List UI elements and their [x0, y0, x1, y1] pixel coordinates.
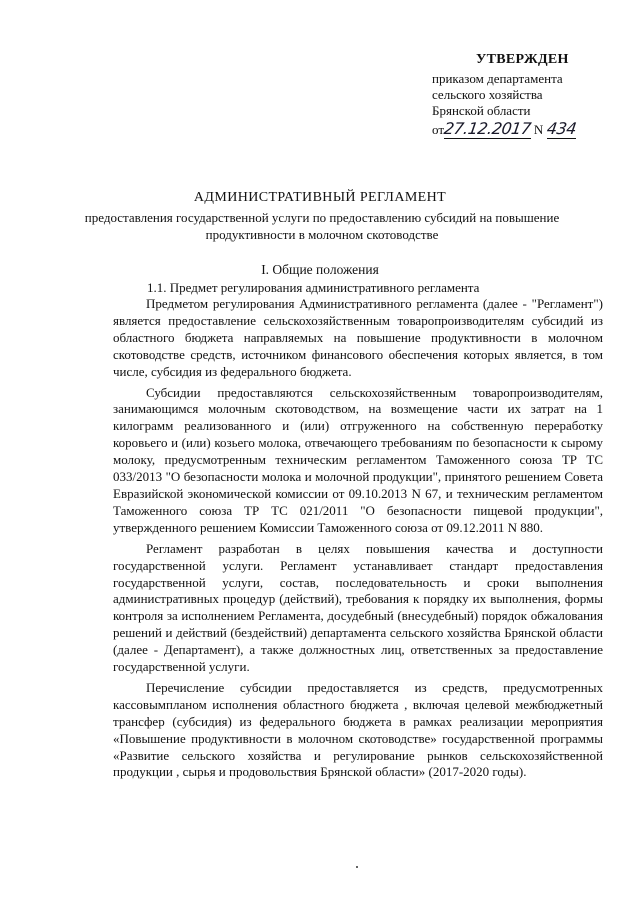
subsection-heading: 1.1. Предмет регулирования административного регламента: [147, 280, 480, 295]
number-prefix: N: [533, 122, 544, 137]
body-text: [113, 296, 603, 785]
document-title: АДМИНИСТРАТИВНЫЙ РЕГЛАМЕНТ: [193, 190, 447, 205]
approval-block: [432, 52, 622, 141]
approval-title: УТВЕРЖДЕН: [476, 52, 569, 67]
paragraph: Перечисление субсидии предоставляется из средств, предусмотренных кассовымпланом исполнения областного бюджета , включая целевой межбюджетный трансфер (субсидия) из федерального бюджета в рамках реализации мероприятия «Повышение продуктивности в молочном скотоводстве» государственной программы «Развитие сельского хозяйства и регулирование рынков сельскохозяйственной продукции , сырья и продовольствия Брянской области» (2017-2020 годы).: [113, 679, 603, 780]
paragraph: Регламент разработан в целях повышения качества и доступности государственной услуги. Регламент устанавливает стандарт предоставления государственной услуги, состав, последовательность и сроки выполнения административных процедур (действий), требования к порядку их выполнения, формы контроля за исполнением Регламента, досудебный (внесудебный) порядок обжалования решений и действий (бездействий) департамента сельского хозяйства Брянской области (далее - Департамент), а также должностных лиц, ответственных за предоставление государственной услуги.: [113, 540, 603, 675]
section-heading: I. Общие положения: [261, 262, 379, 277]
date-underline: [444, 121, 531, 139]
approval-line-region: Брянской области: [432, 103, 531, 118]
approval-line-order: приказом департамента: [432, 71, 563, 86]
paragraph: Предметом регулирования Административного регламента (далее - "Регламент") является предоставление сельскохозяйственным товаропроизводителям субсидий из областного бюджета направляемых на повышение продуктивности в молочном скотоводстве средств, источником финансового обеспечения которых является, в том числе, субсидия из федерального бюджета.: [113, 296, 603, 379]
date-prefix: от: [432, 122, 445, 137]
paragraph: Субсидии предоставляются сельскохозяйственным товаропроизводителям, занимающимся молочным скотоводством, на возмещение части их затрат на 1 килограмм реализованного и (или) отгруженного на собственную переработку коровьего и (или) козьего молока, отвечающего требованиям по безопасности к сырому молоку, предусмотренным техническим регламентом Таможенного союза ТР ТС 033/2013 "О безопасности молока и молочной продукции", принятого решением Совета Евразийской экономической комиссии от 09.10.2013 N 67, и техническим регламентом Таможенного союза ТР ТС 021/2011 "О безопасности пищевой продукции", утвержденного решением Комиссии Таможенного союза от 09.12.2011 N 880.: [113, 384, 603, 535]
handwritten-date: 27.12.2017: [442, 119, 533, 138]
document-subtitle: предоставления государственной услуги по предоставлению субсидий на повышение продуктивности в молочном скотоводстве: [84, 210, 560, 242]
approval-date-line: [432, 121, 622, 141]
handwritten-number: 434: [545, 119, 577, 138]
page-dot-mark: [356, 866, 358, 868]
approval-line-department: сельского хозяйства: [432, 87, 543, 102]
number-underline: [547, 121, 576, 139]
